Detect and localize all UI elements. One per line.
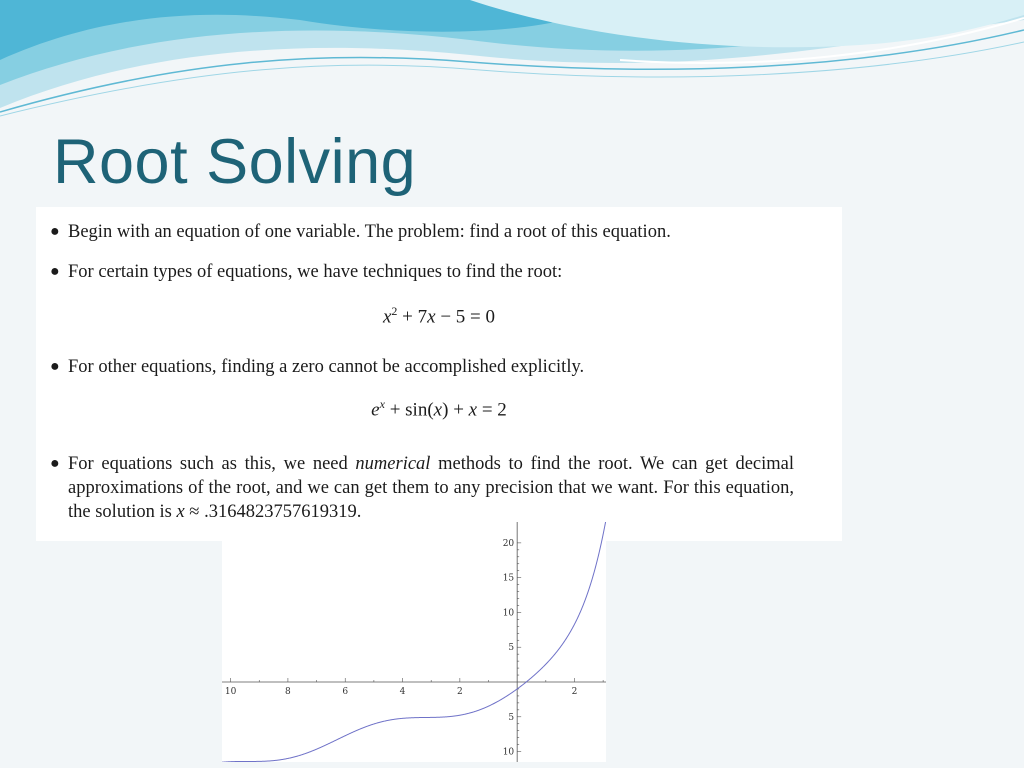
emphasis-numerical: numerical	[355, 454, 431, 474]
bullet-4-text: For equations such as this, we need numerical methods to find the root. We can get decimal approximations of the root, and we can get them to any precision that we want. For this equation, the solution is x ≈ .3164823757619319.	[68, 454, 794, 522]
solution-value: .3164823757619319	[204, 502, 357, 522]
background-waves	[0, 0, 1024, 130]
function-plot	[222, 522, 606, 762]
bullet-dot: ●	[50, 358, 60, 375]
x-tick-label: 2	[571, 687, 578, 697]
plot-svg	[222, 522, 606, 762]
bullet-3-text: For other equations, finding a zero cannot be accomplished explicitly.	[68, 357, 585, 377]
x-tick-label: 4	[399, 687, 406, 697]
bullet-dot: ●	[50, 455, 60, 472]
function-curve	[222, 522, 606, 762]
bullet-2	[50, 260, 802, 284]
x-tick-label: 6	[342, 687, 349, 697]
bullet-2-text: For certain types of equations, we have techniques to find the root:	[68, 262, 563, 282]
x-tick-label: 8	[285, 687, 291, 697]
bullet-1-text: Begin with an equation of one variable. The problem: find a root of this equation.	[68, 222, 671, 242]
y-tick-label: 5	[508, 712, 515, 723]
equation-transcendental: $e^x + \sin(x) + x = 2$	[371, 397, 507, 421]
bullet-1	[50, 220, 802, 244]
solution-var: x	[176, 502, 185, 522]
bullet-dot: ●	[50, 223, 60, 240]
content-box	[36, 207, 842, 541]
slide-title: Root Solving	[53, 127, 417, 197]
equation-quadratic: $x^2 + 7x - 5 = 0$	[382, 304, 496, 328]
y-tick-label: 20	[502, 538, 515, 549]
y-tick-label: 10	[502, 747, 515, 758]
bullet-dot: ●	[50, 263, 60, 280]
y-tick-label: 15	[502, 573, 515, 584]
x-tick-label: 10	[224, 687, 237, 697]
x-tick-label: 2	[456, 687, 463, 697]
y-tick-label: 5	[508, 643, 515, 654]
bullet-4	[50, 452, 794, 524]
bullet-3	[50, 355, 802, 379]
y-tick-label: 10	[502, 608, 515, 619]
